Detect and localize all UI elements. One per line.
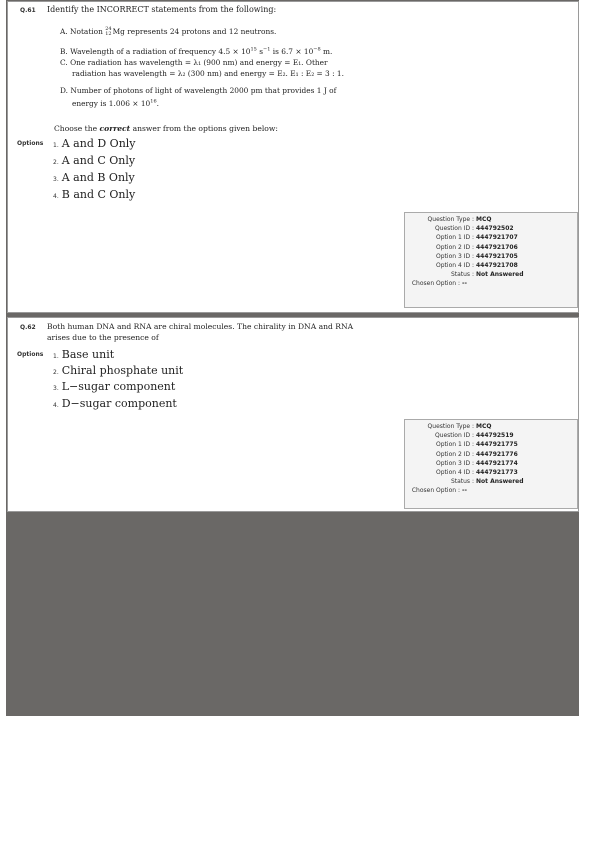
statement-c-line1: C. One radiation has wavelength = λ₁ (900 nm) and energy = E₁. Other	[60, 58, 328, 67]
meta-key: Option 4 ID :	[436, 262, 474, 270]
question-text-line2: arises due to the presence of	[47, 333, 159, 342]
meta-question-id	[405, 224, 577, 233]
option-text: B and C Only	[61, 188, 136, 201]
options-label: Options	[17, 351, 44, 358]
isotope-notation	[105, 27, 111, 37]
option-text: Base unit	[61, 348, 115, 361]
meta-key: Option 1 ID :	[436, 441, 474, 449]
meta-key: Chosen Option :	[411, 280, 460, 288]
meta-option3-id	[405, 252, 577, 261]
statement-b-part: is 6.7 × 10	[270, 47, 314, 56]
meta-value: MCQ	[476, 423, 492, 430]
meta-option3-id	[405, 459, 577, 468]
option-1[interactable]	[53, 348, 114, 364]
meta-status	[405, 477, 577, 486]
meta-value: Not Answered	[476, 478, 524, 486]
question-card-62	[7, 317, 579, 512]
options-label: Options	[17, 140, 44, 147]
meta-option4-id	[405, 468, 577, 477]
option-number: 4.	[53, 193, 59, 200]
mass-number: 24	[105, 26, 112, 32]
meta-question-type	[405, 215, 577, 224]
meta-question-id	[405, 431, 577, 440]
option-number: 3.	[53, 385, 59, 392]
choose-emphasis: correct	[99, 124, 131, 133]
meta-value: Not Answered	[476, 271, 524, 279]
statement-d-part: .	[156, 99, 159, 108]
option-text: Chiral phosphate unit	[61, 364, 184, 377]
statement-d-line1: D. Number of photons of light of wavelength 2000 pm that provides 1 J of	[60, 86, 337, 95]
exponent: 15	[250, 46, 257, 53]
meta-key: Option 4 ID :	[436, 469, 474, 477]
meta-key: Chosen Option :	[411, 487, 460, 495]
meta-value: 4447921776	[476, 450, 518, 458]
question-text: Identify the INCORRECT statements from the following:	[47, 5, 277, 14]
option-text: L−sugar component	[61, 380, 176, 393]
option-text: D−sugar component	[61, 397, 177, 410]
question-number: Q.62	[20, 324, 36, 331]
meta-value: 4447921705	[476, 252, 518, 260]
exponent: −1	[263, 46, 271, 53]
meta-value: 4447921708	[476, 262, 518, 270]
exponent: 16	[150, 98, 157, 105]
meta-question-type	[405, 422, 577, 431]
meta-value: --	[462, 280, 467, 288]
statement-a-suffix: Mg represents 24 protons and 12 neutrons.	[112, 27, 277, 36]
option-3[interactable]	[53, 171, 135, 187]
option-number: 2.	[53, 159, 59, 166]
meta-value: 4447921706	[476, 243, 518, 251]
meta-key: Option 2 ID :	[436, 450, 474, 458]
statement-a-prefix: A. Notation	[60, 27, 103, 36]
statement-b-part: B. Wavelength of a radiation of frequency 4.5 × 10	[60, 47, 251, 56]
meta-value: --	[462, 487, 467, 495]
meta-key: Option 1 ID :	[436, 234, 474, 242]
meta-option4-id	[405, 261, 577, 270]
meta-key: Status :	[450, 478, 474, 486]
atomic-number: 12	[105, 31, 112, 37]
option-text: A and C Only	[61, 154, 136, 167]
meta-status	[405, 270, 577, 279]
meta-chosen-option	[405, 486, 577, 495]
meta-value: 4447921774	[476, 459, 518, 467]
meta-value: 4447921707	[476, 234, 518, 242]
meta-key: Question Type :	[427, 423, 474, 430]
option-2[interactable]	[53, 154, 135, 170]
meta-option1-id	[405, 440, 577, 449]
option-text: A and D Only	[61, 137, 136, 150]
option-1[interactable]	[53, 137, 136, 153]
meta-key: Question Type :	[427, 216, 474, 223]
question-metadata-panel	[404, 419, 578, 509]
statement-b-part: s	[256, 47, 264, 56]
meta-key: Question ID :	[434, 225, 474, 233]
choose-text: answer from the options given below:	[130, 124, 278, 133]
meta-key: Option 3 ID :	[436, 252, 474, 260]
meta-value: 444792519	[476, 432, 514, 440]
exponent: −8	[313, 46, 321, 53]
option-text: A and B Only	[61, 171, 135, 184]
question-card-61	[7, 1, 579, 313]
option-4[interactable]	[53, 188, 135, 204]
statement-d-line2	[60, 99, 159, 109]
question-metadata-panel	[404, 212, 578, 308]
option-2[interactable]	[53, 364, 183, 380]
meta-key: Option 3 ID :	[436, 459, 474, 467]
option-number: 1.	[53, 353, 59, 360]
statement-b	[60, 47, 332, 57]
option-3[interactable]	[53, 380, 175, 396]
meta-key: Question ID :	[434, 432, 474, 440]
statement-c-line2: radiation has wavelength = λ₂ (300 nm) and energy = E₂. E₁ : E₂ = 3 : 1.	[72, 69, 344, 78]
statement-a	[60, 27, 276, 37]
option-4[interactable]	[53, 397, 177, 413]
meta-key: Option 2 ID :	[436, 243, 474, 251]
option-number: 4.	[53, 402, 59, 409]
meta-value: 4447921775	[476, 441, 518, 449]
statement-d-part: energy is 1.006 × 10	[72, 99, 151, 108]
option-number: 2.	[53, 369, 59, 376]
question-text-line1: Both human DNA and RNA are chiral molecules. The chirality in DNA and RNA	[47, 322, 354, 331]
choose-instruction	[54, 124, 278, 133]
meta-option2-id	[405, 450, 577, 459]
option-number: 1.	[53, 142, 59, 149]
choose-text: Choose the	[54, 124, 100, 133]
meta-option2-id	[405, 243, 577, 252]
question-number: Q.61	[20, 7, 36, 14]
meta-value: MCQ	[476, 216, 492, 223]
option-number: 3.	[53, 176, 59, 183]
statement-b-part: m.	[320, 47, 333, 56]
meta-key: Status :	[450, 271, 474, 279]
meta-value: 444792502	[476, 225, 514, 233]
meta-chosen-option	[405, 279, 577, 288]
meta-option1-id	[405, 233, 577, 242]
meta-value: 4447921773	[476, 469, 518, 477]
